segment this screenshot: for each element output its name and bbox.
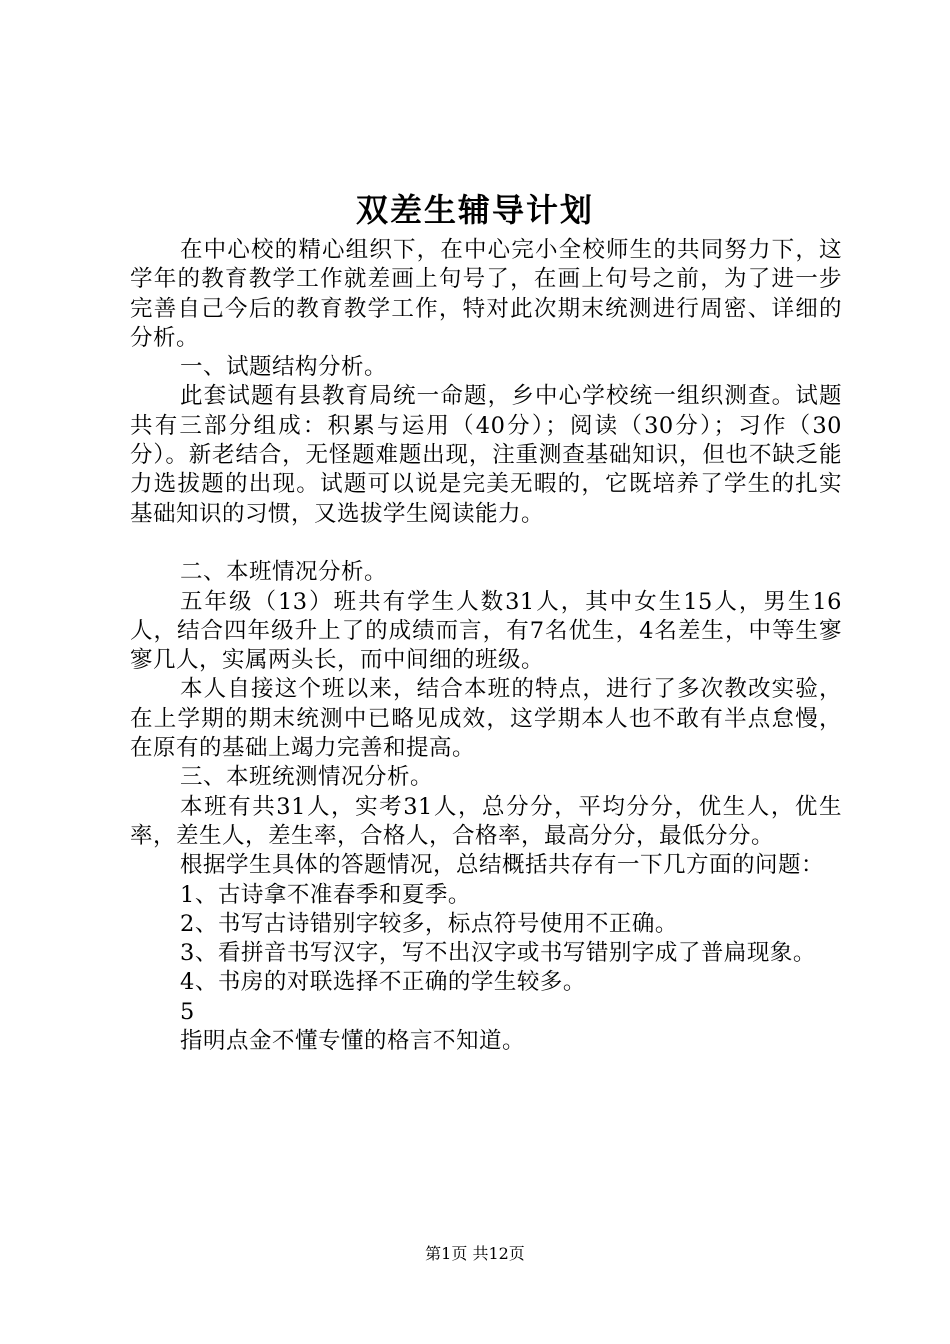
list-item-4: 4、书房的对联选择不正确的学生较多。 xyxy=(180,969,586,996)
blank-line xyxy=(130,529,842,558)
paragraph-exam-stats: 本班有共31人，实考31人，总分分，平均分分，优生人，优生率，差生人，差生率，合格人，合格率，最高分分，最低分分。 xyxy=(130,793,842,849)
section-heading-2: 二、本班情况分析。 xyxy=(180,559,388,586)
section-heading-3: 三、本班统测情况分析。 xyxy=(180,764,434,791)
paragraph-problems-intro: 根据学生具体的答题情况，总结概括共存有一下几方面的问题： xyxy=(180,852,825,879)
list-item-2: 2、书写古诗错别字较多，标点符号使用不正确。 xyxy=(180,910,678,937)
section-heading-1: 一、试题结构分析。 xyxy=(180,354,388,381)
document-title: 双差生辅导计划 xyxy=(355,191,594,229)
document-body xyxy=(130,236,842,1056)
list-item-1: 1、古诗拿不准春季和夏季。 xyxy=(180,881,471,908)
paragraph-class-situation: 五年级（13）班共有学生人数31人，其中女生15人，男生16人，结合四年级升上了的成绩而言，有7名优生，4名差生，中等生寥寥几人，实属两头长，而中间细的班级。 xyxy=(130,588,842,674)
paragraph-teaching-reform: 本人自接这个班以来，结合本班的特点，进行了多次教改实验，在上学期的期末统测中已略见成效，这学期本人也不敢有半点怠慢，在原有的基础上竭力完善和提高。 xyxy=(130,676,842,762)
list-item-3: 3、看拼音书写汉字，写不出汉字或书写错别字成了普扁现象。 xyxy=(180,940,816,967)
paragraph-intro: 在中心校的精心组织下，在中心完小全校师生的共同努力下，这学年的教育教学工作就差画上句号了，在画上句号之前，为了进一步完善自己今后的教育教学工作，特对此次期末统测进行周密、详细的分析。 xyxy=(130,237,842,351)
list-item-5-text: 指明点金不懂专懂的格言不知道。 xyxy=(180,1028,526,1055)
list-item-5-number: 5 xyxy=(180,998,195,1025)
page-footer: 第1页 共12页 xyxy=(425,1244,525,1263)
paragraph-test-structure: 此套试题有县教育局统一命题，乡中心学校统一组织测查。试题共有三部分组成：积累与运用（40分）；阅读（30分）；习作（30分）。新老结合，无怪题难题出现，注重测查基础知识，但也不缺乏能力选拔题的出现。试题可以说是完美无暇的，它既培养了学生的扎实基础知识的习惯，又选拔学生阅读能力。 xyxy=(130,383,842,527)
